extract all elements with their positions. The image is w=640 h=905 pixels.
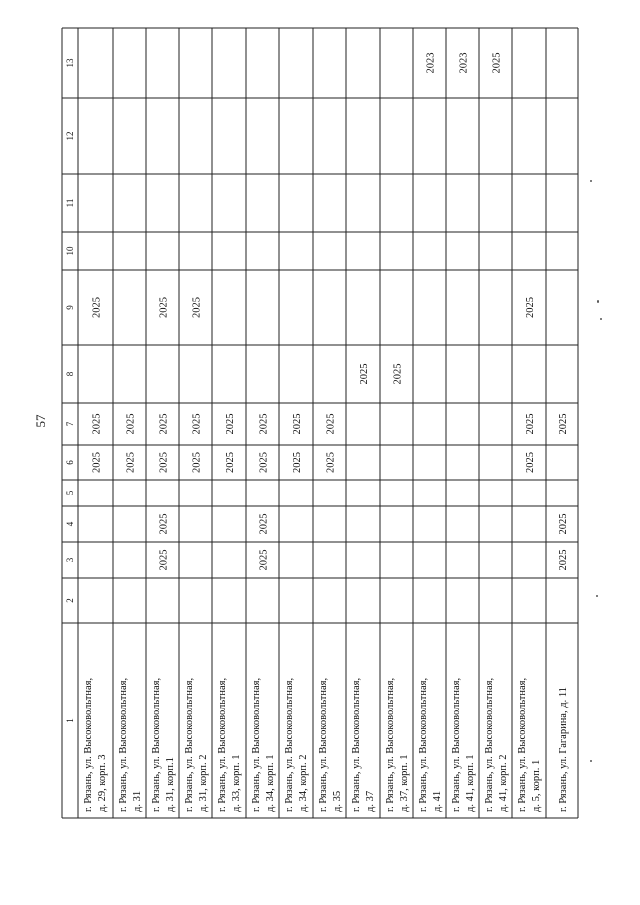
column-number-7: 7 (65, 421, 75, 427)
address-line: д. 33, корп. 1 (231, 754, 242, 812)
year-cell: 2025 (125, 452, 137, 473)
column-number-11: 11 (65, 198, 75, 208)
address-line: г. Рязань, ул. Высоковольтная, (83, 677, 94, 812)
address-line: д. 34, корп. 1 (265, 754, 276, 812)
scan-speck (590, 760, 592, 762)
column-number-8: 8 (65, 371, 75, 377)
year-cell: 2025 (225, 452, 236, 473)
address-line: г. Рязань, ул. Высоковольтная, (418, 677, 429, 812)
address-line: д. 34, корп. 2 (298, 754, 309, 812)
column-number-3: 3 (65, 557, 75, 563)
year-cell: 2025 (191, 297, 203, 318)
scan-speck (590, 180, 592, 182)
address-line: д. 35 (332, 790, 343, 812)
address-line: д. 31, корп. 2 (198, 754, 209, 812)
column-number-4: 4 (65, 521, 75, 527)
address-line: д. 29, корп. 3 (97, 754, 108, 812)
year-cell: 2025 (325, 452, 337, 473)
year-cell: 2025 (258, 513, 270, 535)
address-line: г. Рязань, ул. Высоковольтная, (151, 677, 162, 812)
column-number-6: 6 (65, 460, 75, 465)
page-number: 57 (33, 414, 48, 428)
address-line: д. 41 (432, 790, 443, 812)
year-cell: 2023 (425, 52, 437, 74)
scan-speck (596, 595, 598, 597)
scan-speck (597, 300, 599, 303)
year-cell: 2025 (191, 452, 203, 473)
year-cell: 2025 (158, 549, 170, 571)
year-cell: 2025 (491, 52, 503, 74)
address-line: г. Рязань, ул. Высоковольтная, (217, 677, 228, 812)
year-cell: 2025 (91, 413, 103, 435)
year-cell: 2025 (525, 413, 536, 435)
address-line: г. Рязань, ул. Высоковольтная, (451, 677, 462, 812)
address-line: д. 37 (365, 790, 376, 812)
address-line: г. Рязань, ул. Высоковольтная, (284, 677, 295, 812)
address-line: г. Рязань, ул. Высоковольтная, (251, 677, 262, 812)
address-line: г. Рязань, ул. Высоковольтная, (318, 677, 329, 812)
year-cell: 2023 (458, 52, 470, 74)
year-cell: 2025 (292, 413, 303, 435)
column-number-5: 5 (65, 490, 75, 496)
year-cell: 2025 (258, 452, 270, 473)
column-number-1: 1 (65, 718, 75, 723)
year-cell: 2025 (191, 413, 203, 435)
scan-speck (600, 318, 602, 320)
year-cell: 2025 (292, 452, 303, 473)
year-cell: 2025 (258, 549, 270, 571)
year-cell: 2025 (558, 513, 569, 535)
address-line: д. 37, корп. 1 (399, 754, 410, 812)
year-cell: 2025 (258, 413, 270, 435)
year-cell: 2025 (392, 363, 404, 385)
year-cell: 2025 (525, 452, 536, 473)
year-cell: 2025 (558, 413, 569, 435)
column-number-9: 9 (65, 305, 75, 310)
address-line: д. 31 (132, 790, 143, 812)
column-number-12: 12 (65, 131, 75, 141)
year-cell: 2025 (158, 452, 170, 473)
year-cell: 2025 (158, 297, 170, 318)
year-cell: 2025 (91, 452, 103, 473)
address-line: д. 5, корп. 1 (531, 759, 542, 812)
column-number-2: 2 (65, 598, 75, 603)
year-cell: 2025 (158, 413, 170, 435)
address-line: д. 41, корп. 2 (498, 754, 509, 812)
year-cell: 2025 (125, 413, 137, 435)
column-number-10: 10 (65, 246, 75, 256)
address-line: г. Рязань, ул. Гагарина, д. 11 (558, 687, 569, 812)
address-line: г. Рязань, ул. Высоковольтная, (484, 677, 495, 812)
address-line: г. Рязань, ул. Высоковольтная, (351, 677, 362, 812)
year-cell: 2025 (558, 549, 569, 571)
address-line: г. Рязань, ул. Высоковольтная, (118, 677, 129, 812)
year-cell: 2025 (91, 297, 103, 318)
year-cell: 2025 (158, 513, 170, 535)
address-line: д. 31, корп.1 (165, 757, 176, 812)
year-cell: 2025 (225, 413, 236, 435)
address-line: д. 41, корп. 1 (465, 754, 476, 812)
address-line: г. Рязань, ул. Высоковольтная, (184, 677, 195, 812)
column-number-13: 13 (65, 58, 75, 68)
address-line: г. Рязань, ул. Высоковольтная, (385, 677, 396, 812)
address-line: г. Рязань, ул. Высоковольтная, (517, 677, 528, 812)
year-cell: 2025 (359, 363, 370, 385)
year-cell: 2025 (325, 413, 337, 435)
year-cell: 2025 (525, 297, 536, 318)
